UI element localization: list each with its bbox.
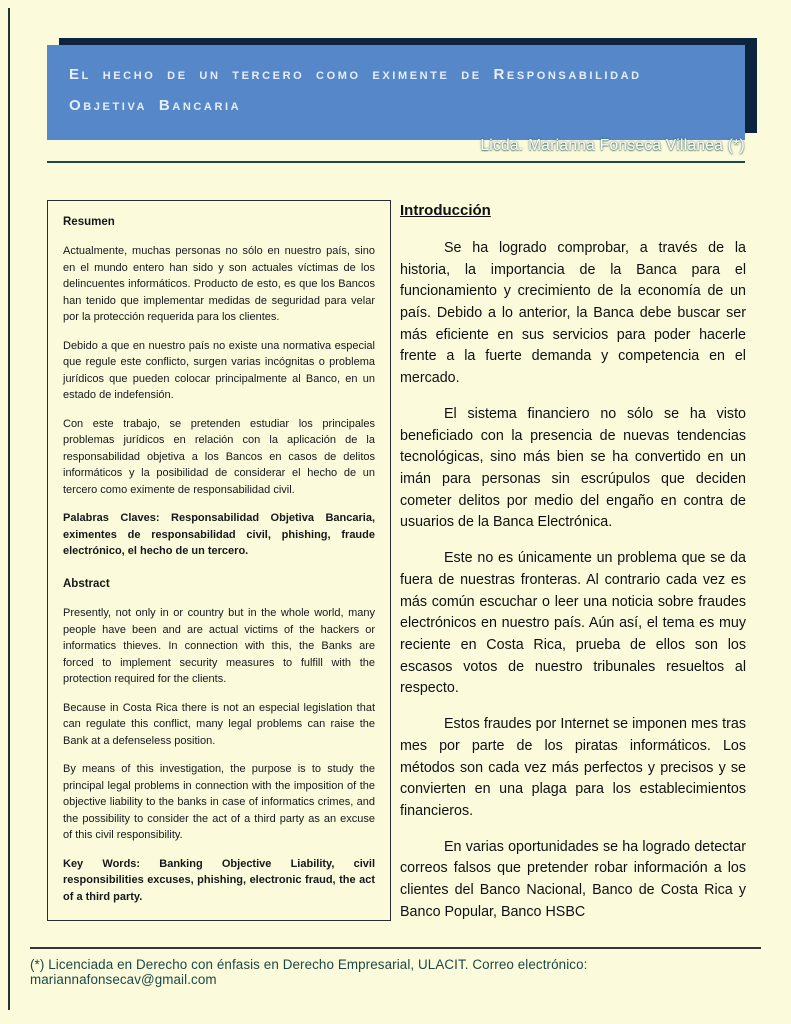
resumen-heading: Resumen xyxy=(63,216,115,228)
footnote-text: (*) Licenciada en Derecho con énfasis en Derecho Empresarial, ULACIT. Correo electrónico: mariannafonsecav@gmail.com xyxy=(30,957,588,987)
resumen-paragraph: Actualmente, muchas personas no sólo en nuestro país, sino en el mundo entero han sido y son actuales víctimas de los delincuentes informáticos. Producto de esto, es que los Bancos han tenido que implementar medidas de seguridad para velar por la protección requerida para los clientes. xyxy=(63,245,375,324)
abstract-paragraph: Presently, not only in or country but in the whole world, many people have been and are actual victims of the hackers or informatics thieves. In connection with this, the Banks are forced to implement security measures to fulfill with the protection required for the clients. xyxy=(63,607,375,685)
abstract-paragraph: By means of this investigation, the purpose is to study the principal legal problems in connection with the imposition of the objective liability to the banks in case of informatics crimes, and the possibility to consider the act of a third party as an excuse of this civil responsibility. xyxy=(63,763,375,841)
header-divider-rule xyxy=(47,161,745,163)
palabras-claves: Palabras Claves: Responsabilidad Objetiva Bancaria, eximentes de responsabilidad civil, phishing, fraude electrónico, el hecho de un tercero. xyxy=(63,512,375,558)
resumen-paragraph: Debido a que en nuestro país no existe una normativa especial que regule este conflicto, surgen varias incógnitas o problema jurídicos que pueden colocar principalmente al Banco, en un estado de indefensión. xyxy=(63,339,375,402)
left-margin-rule xyxy=(8,8,10,1010)
introduction-paragraph: Se ha logrado comprobar, a través de la historia, la importancia de la Banca para el funcionamiento y crecimiento de la economía de un país. Debido a lo anterior, la Banca debe buscar ser más eficiente en sus servicios para poder hacerle frente a la fuerte demanda y competencia en el mercado. xyxy=(400,239,746,387)
introduction-column xyxy=(400,200,746,938)
footnote-divider-rule xyxy=(30,947,761,949)
resumen-paragraph: Con este trabajo, se pretenden estudiar los principales problemas jurídicos en relación con la aplicación de la responsabilidad objetiva a los Bancos en casos de delitos informáticos y la posibilidad de considerar el hecho de un tercero como eximente de responsabilidad civil. xyxy=(63,417,375,496)
resumen-abstract-box xyxy=(47,200,391,921)
introduction-paragraph: Este no es únicamente un problema que se da fuera de nuestras fronteras. Al contrario cada vez es más común escuchar o leer una noticia sobre fraudes electrónicos en nuestro país. Aún así, el tema es muy reciente en Costa Rica, prueba de ellos son los escasos votos de nuestro tribunales resueltos al respecto. xyxy=(400,550,746,697)
abstract-paragraph: Because in Costa Rica there is not an especial legislation that can regulate this conflict, many legal problems can raise the Bank at a defenseless position. xyxy=(63,701,375,747)
key-words: Key Words: Banking Objective Liability, civil responsibilities excuses, phishing, electronic fraud, the act of a third party. xyxy=(63,857,375,903)
introduction-heading: Introducción xyxy=(400,202,491,219)
introduction-paragraph: El sistema financiero no sólo se ha visto beneficiado con la presencia de nuevas tendencias tecnológicas, sino más bien se ha convertido en un imán para personas sin escrúpulos que deciden cometer delitos por medio del engaño en contra de usuarios de la Banca Electrónica. xyxy=(400,405,746,531)
title-banner xyxy=(47,45,745,140)
introduction-paragraph: En varias oportunidades se ha logrado detectar correos falsos que pretender robar información a los clientes del Banco Nacional, Banco de Costa Rica y Banco Popular, Banco HSBC xyxy=(400,838,746,920)
introduction-paragraph: Estos fraudes por Internet se imponen mes tras mes por parte de los piratas informáticos. Los métodos son cada vez más perfectos y precisos y se convierten en una plaga para los establecimientos financieros. xyxy=(400,716,746,820)
article-title: El hecho de un tercero como eximente de Responsabilidad Objetiva Bancaria xyxy=(69,66,642,114)
author-byline: Licda. Marianna Fonseca Villanea (*) xyxy=(480,137,745,154)
abstract-heading: Abstract xyxy=(63,577,110,590)
